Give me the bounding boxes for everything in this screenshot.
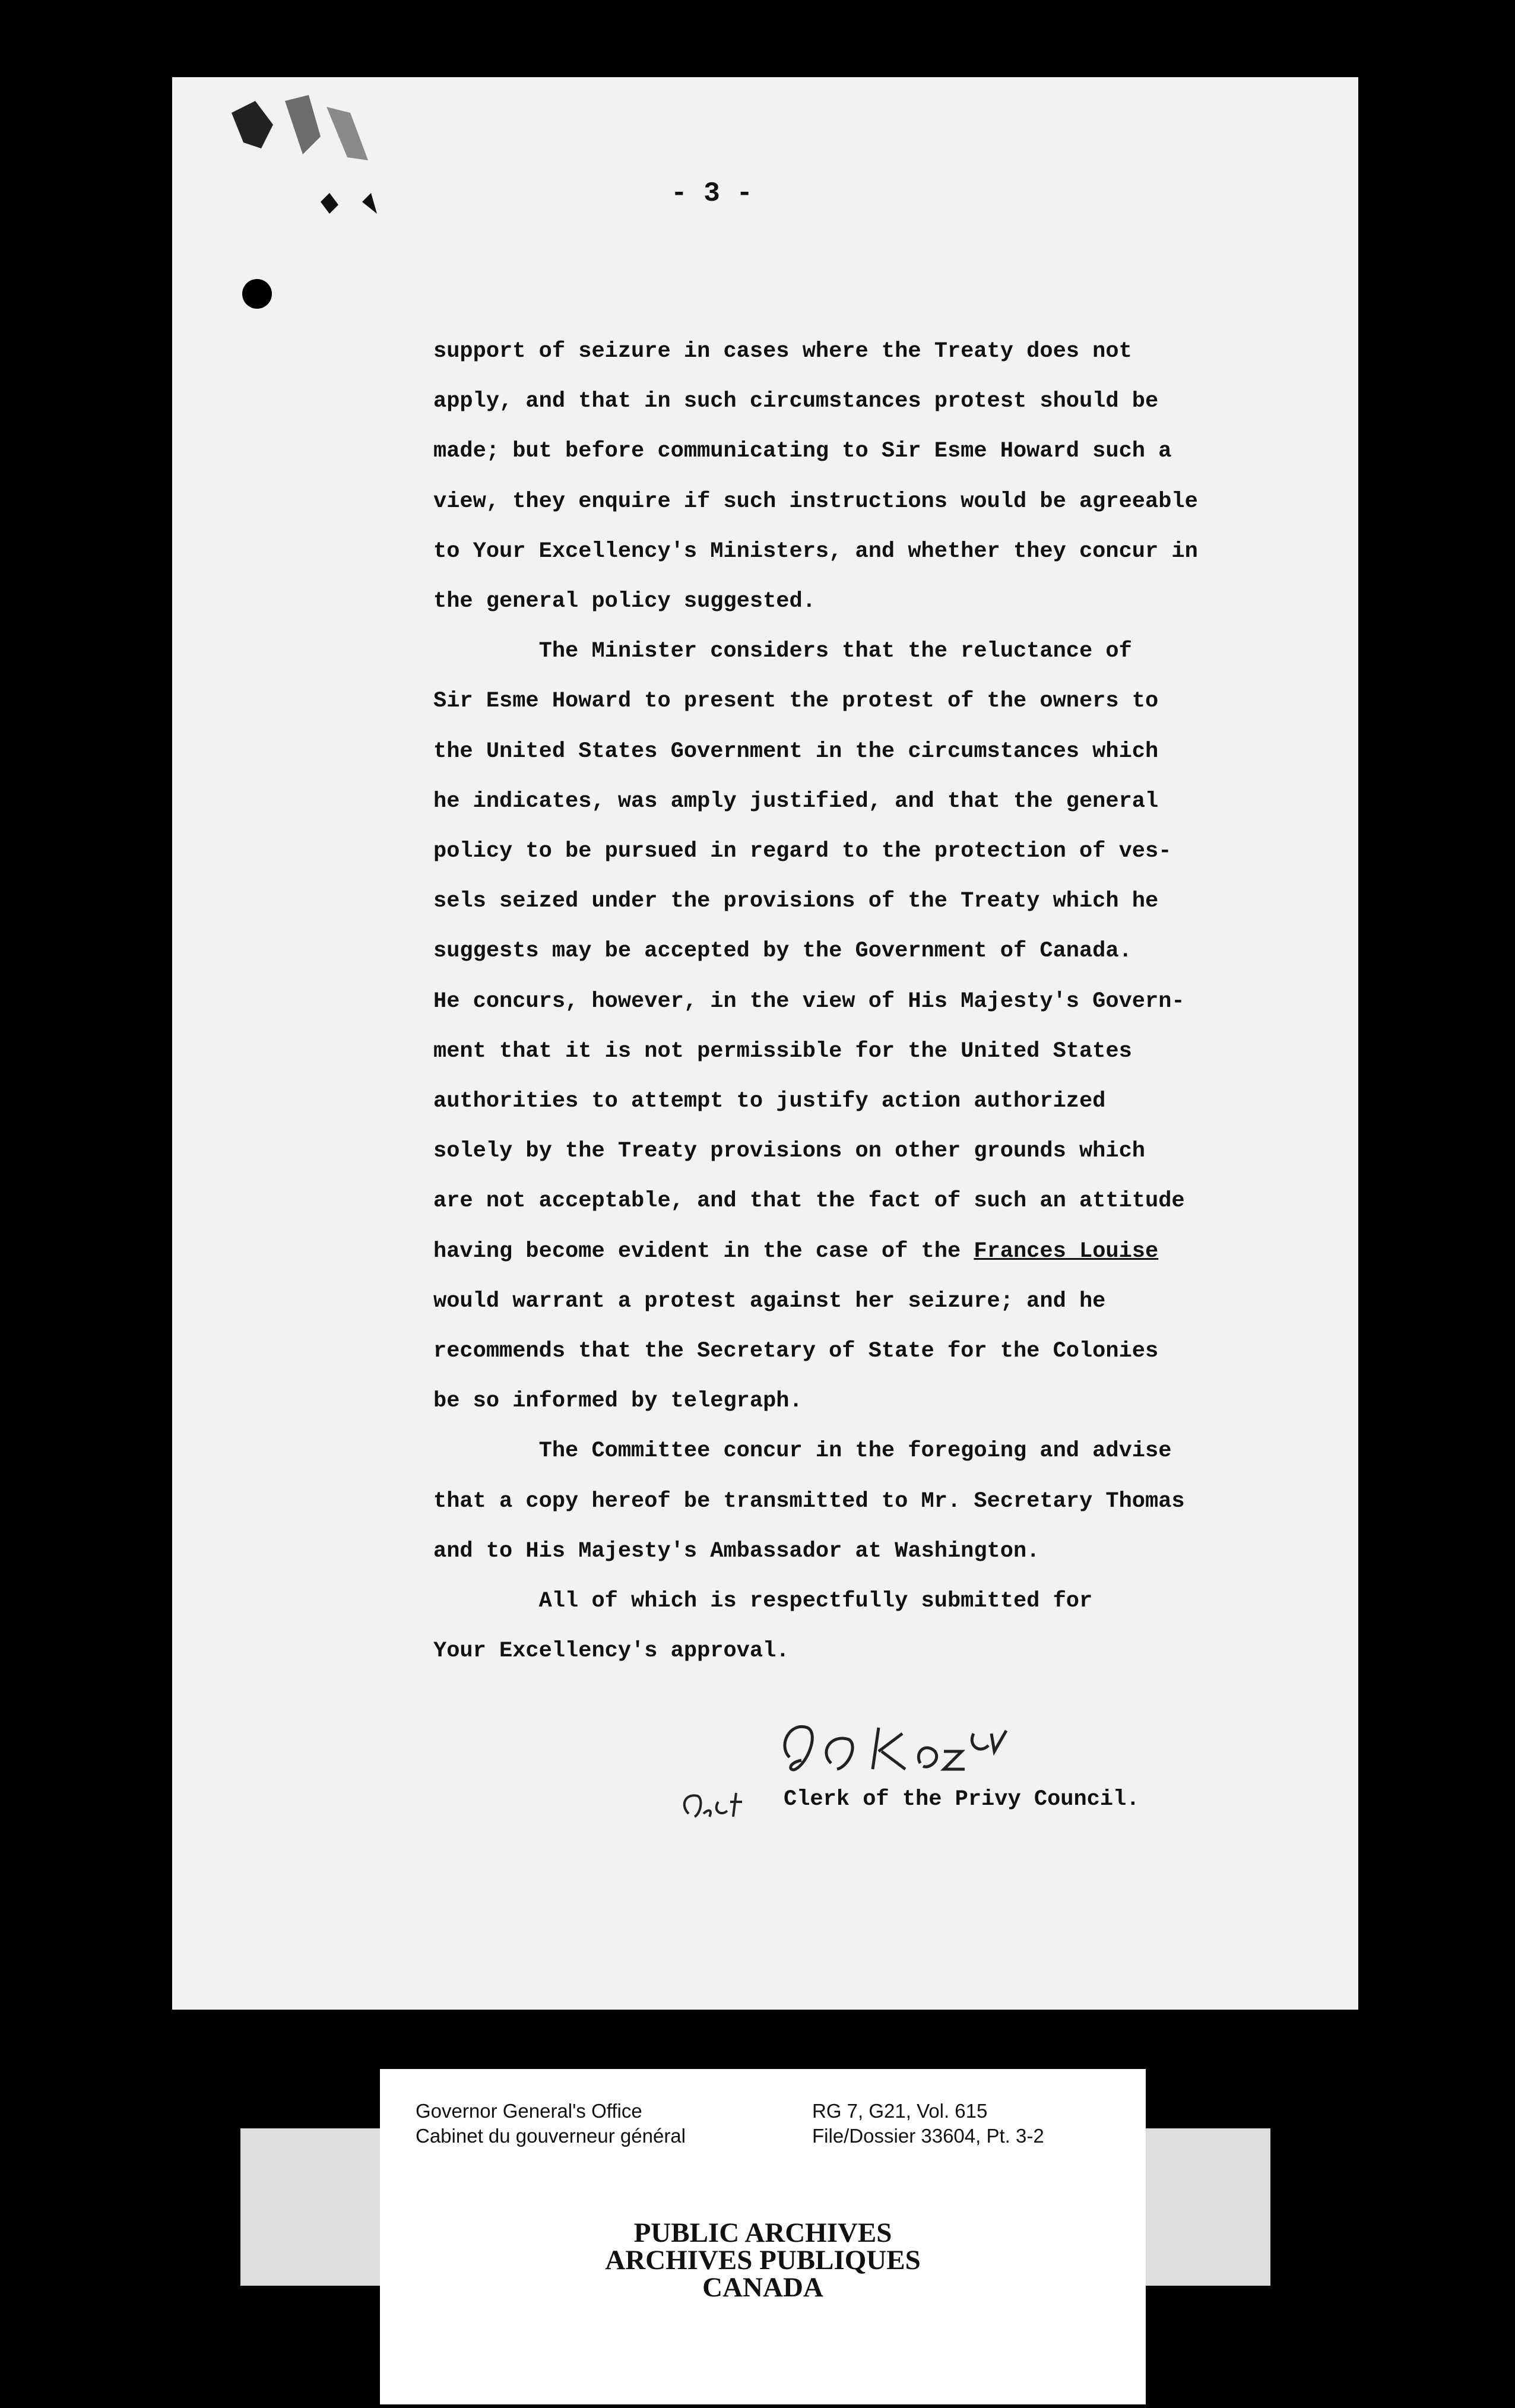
office-french: Cabinet du gouverneur général	[416, 2125, 686, 2147]
closing-signature-title: Clerk of the Privy Council.	[784, 1787, 1140, 1812]
text-line: He concurs, however, in the view of His Majesty's Govern-	[433, 988, 1185, 1014]
text-line: support of seizure in cases where the Treaty does not	[433, 339, 1132, 364]
record-group-reference: RG 7, G21, Vol. 615	[812, 2100, 988, 2122]
text-line: be so informed by telegraph.	[433, 1389, 803, 1414]
text-line: sels seized under the provisions of the Treaty which he	[433, 889, 1159, 914]
archive-label-right	[1146, 2128, 1270, 2286]
text-line: suggests may be accepted by the Government of Canada.	[433, 939, 1132, 964]
text-line: Sir Esme Howard to present the protest of the owners to	[433, 689, 1159, 714]
text-line: would warrant a protest against her seizure; and he	[433, 1288, 1106, 1314]
text-line: The Committee concur in the foregoing and advise	[433, 1439, 1172, 1464]
handwritten-initials	[677, 1778, 778, 1826]
text-line: and to His Majesty's Ambassador at Washington.	[433, 1538, 1040, 1564]
text-line: the general policy suggested.	[433, 589, 816, 614]
text-line-vessel	[433, 1227, 1312, 1276]
archives-country: CANADA	[702, 2272, 823, 2303]
archives-french: ARCHIVES PUBLIQUES	[605, 2245, 921, 2276]
text-line: apply, and that in such circumstances protest should be	[433, 389, 1159, 414]
ink-smudge	[220, 89, 416, 226]
archives-english: PUBLIC ARCHIVES	[633, 2217, 892, 2248]
text-line: the United States Government in the circumstances which	[433, 739, 1159, 764]
page-number: - 3 -	[671, 178, 753, 209]
punch-hole	[242, 279, 272, 309]
text-line: he indicates, was amply justified, and that the general	[433, 788, 1159, 814]
handwritten-signature	[766, 1710, 1063, 1775]
text-line: ment that it is not permissible for the United States	[433, 1038, 1132, 1064]
text-line: that a copy hereof be transmitted to Mr. Secretary Thomas	[433, 1488, 1185, 1514]
letter-body	[433, 327, 1312, 1676]
text-line: made; but before communicating to Sir Esme Howard such a	[433, 439, 1172, 464]
text-line: Your Excellency's approval.	[433, 1639, 790, 1664]
text-line: are not acceptable, and that the fact of such an attitude	[433, 1189, 1185, 1214]
text-line: policy to be pursued in regard to the protection of ves-	[433, 839, 1172, 864]
vessel-name: Frances Louise	[974, 1238, 1159, 1264]
archives-heading	[380, 2219, 1146, 2301]
text-fragment: having become evident in the case of the	[433, 1238, 974, 1264]
text-line: recommends that the Secretary of State for the Colonies	[433, 1339, 1159, 1364]
file-dossier-reference: File/Dossier 33604, Pt. 3-2	[812, 2125, 1044, 2147]
text-line: authorities to attempt to justify action authorized	[433, 1089, 1106, 1114]
text-line: solely by the Treaty provisions on other grounds which	[433, 1139, 1145, 1164]
text-line: to Your Excellency's Ministers, and whether they concur in	[433, 538, 1198, 564]
archive-label-left	[240, 2128, 383, 2286]
text-line: All of which is respectfully submitted for	[433, 1589, 1093, 1614]
text-line: view, they enquire if such instructions would be agreeable	[433, 489, 1198, 514]
office-english: Governor General's Office	[416, 2100, 642, 2122]
text-line: The Minister considers that the reluctance of	[433, 639, 1132, 664]
